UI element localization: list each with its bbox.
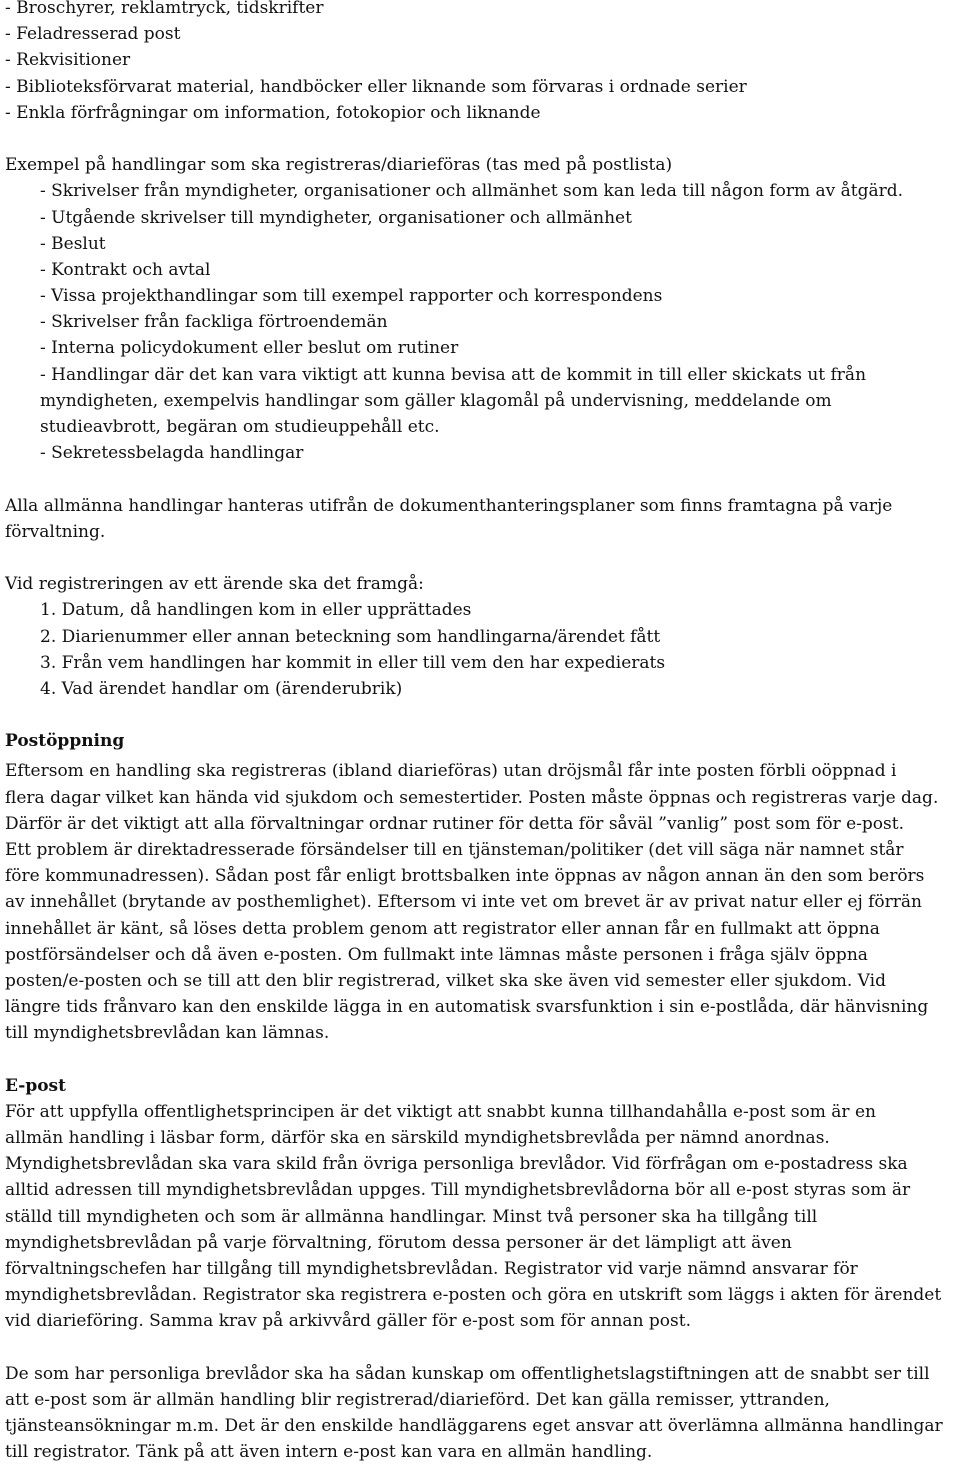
section-heading: E-post	[5, 1075, 66, 1096]
paragraph-line: allmän handling i läsbar form, därför ska en särskild myndighetsbrevlåda per nämnd anordnas.	[5, 1128, 830, 1149]
paragraph-line: förvaltning.	[5, 521, 106, 542]
paragraph-line: innehållet är känt, så löses detta problem genom att registrator eller annan får en fullmakt att öppna	[5, 918, 880, 939]
paragraph-line: Alla allmänna handlingar hanteras utifrån de dokumenthanteringsplaner som finns framtagna på varje	[5, 495, 893, 516]
list-item: - Interna policydokument eller beslut om rutiner	[40, 338, 459, 359]
paragraph-line: Myndighetsbrevlådan ska vara skild från övriga personliga brevlådor. Vid förfrågan om e-postadress ska	[5, 1154, 908, 1175]
paragraph-line: alltid adressen till myndighetsbrevlådan uppges. Till myndighetsbrevlådorna bör all e-post styras som är	[5, 1180, 911, 1201]
paragraph-line: tjänsteansökningar m.m. Det är den enskilde handläggarens eget ansvar att överlämna allmänna handlingar	[5, 1416, 943, 1437]
paragraph-line: Därför är det viktigt att alla förvaltningar ordnar rutiner för detta för såväl ”vanlig” post som för e-post.	[5, 813, 904, 834]
register-intro: Exempel på handlingar som ska registreras/diarieföras (tas med på postlista)	[5, 155, 673, 176]
document-page	[5, 0, 957, 1466]
paragraph-line: flera dagar vilket kan hända vid sjukdom och semestertider. Posten måste öppnas och registreras varje dag.	[5, 787, 939, 808]
list-item: - Vissa projekthandlingar som till exempel rapporter och korrespondens	[40, 286, 663, 307]
section-heading: Postöppning	[5, 731, 125, 752]
registrering-section	[5, 571, 957, 702]
paragraph-line: Eftersom en handling ska registreras (ibland diarieföras) utan dröjsmål får inte posten förbli oöppnad i	[5, 761, 897, 782]
list-item-continuation: myndigheten, exempelvis handlingar som gäller klagomål på undervisning, meddelande om	[40, 390, 832, 411]
spacer	[5, 1047, 957, 1073]
list-item-continuation: studieavbrott, begäran om studieuppehåll etc.	[40, 417, 440, 437]
paragraph-line: För att uppfylla offentlighetsprincipen är det viktigt att snabbt kunna tillhandahålla e-post som är en	[5, 1101, 876, 1122]
list-item: - Feladresserad post	[5, 24, 181, 45]
list-item: - Beslut	[40, 233, 106, 254]
list-item: - Kontrakt och avtal	[40, 259, 211, 280]
paragraph-line: myndighetsbrevlådan på varje förvaltning, förutom dessa personer är det lämpligt att även	[5, 1232, 792, 1253]
paragraph-line: förvaltningschefen har tillgång till myndighetsbrevlådan. Registrator vid varje nämnd ansvarar för	[5, 1259, 858, 1279]
top-list	[5, 0, 957, 126]
numbered-item: 2. Diarienummer eller annan beteckning som handlingarna/ärendet fått	[40, 626, 661, 647]
list-item: - Rekvisitioner	[5, 50, 131, 71]
epost-section	[5, 1073, 957, 1466]
registrering-intro: Vid registreringen av ett ärende ska det framgå:	[5, 574, 424, 595]
paragraph-line: posten/e-posten och se till att den blir registrerad, vilket ska ske även vid semester eller sjukdom. Vid	[5, 970, 886, 991]
paragraph-line: längre tids frånvaro kan den enskilde lägga in en automatisk svarsfunktion i sin e-postlåda, där hänvisning	[5, 997, 929, 1018]
paragraph-line: myndighetsbrevlådan. Registrator ska registrera e-posten och göra en utskrift som läggs i akten för ärendet	[5, 1285, 942, 1306]
list-item: - Skrivelser från fackliga förtroendemän	[40, 312, 388, 333]
list-item: - Handlingar där det kan vara viktigt att kunna bevisa att de kommit in till eller skickats ut från	[40, 364, 867, 385]
numbered-item: 1. Datum, då handlingen kom in eller upprättades	[40, 600, 472, 621]
spacer	[5, 545, 957, 571]
paragraph-line: till myndighetsbrevlådan kan lämnas.	[5, 1023, 330, 1044]
allman-paragraph	[5, 493, 957, 545]
spacer	[5, 702, 957, 728]
postoppning-section	[5, 728, 957, 1046]
numbered-item: 4. Vad ärendet handlar om (ärenderubrik)	[40, 678, 403, 699]
list-item: - Utgående skrivelser till myndigheter, organisationer och allmänhet	[40, 207, 632, 228]
list-item: - Sekretessbelagda handlingar	[40, 443, 304, 464]
paragraph-line: före kommunadressen). Sådan post får enligt brottsbalken inte öppnas av någon annan än den som berörs	[5, 866, 925, 887]
list-item: - Biblioteksförvarat material, handböcker eller liknande som förvaras i ordnade serier	[5, 76, 747, 97]
paragraph-line: till registrator. Tänk på att även intern e-post kan vara en allmän handling.	[5, 1442, 653, 1463]
list-item: - Skrivelser från myndigheter, organisationer och allmänhet som kan leda till någon form av åtgärd.	[40, 181, 904, 202]
spacer	[5, 126, 957, 152]
numbered-item: 3. Från vem handlingen har kommit in eller till vem den har expedierats	[40, 652, 666, 673]
paragraph-line: ställd till myndigheten och som är allmänna handlingar. Minst två personer ska ha tillgång till	[5, 1206, 818, 1227]
paragraph-line: postförsändelser och då även e-posten. Om fullmakt inte lämnas måste personen i fråga själv öppna	[5, 944, 868, 965]
spacer	[5, 466, 957, 492]
paragraph-line: att e-post som är allmän handling blir registrerad/diarieförd. Det kan gälla remisser, yttranden,	[5, 1389, 830, 1410]
paragraph-line: av innehållet (brytande av posthemlighet). Eftersom vi inte vet om brevet är av privat natur eller ej förrän	[5, 892, 922, 913]
paragraph-line: vid diarieföring. Samma krav på arkivvård gäller för e-post som för annan post.	[5, 1311, 692, 1332]
paragraph-line: Ett problem är direktadresserade försändelser till en tjänsteman/politiker (det vill säga när namnet står	[5, 840, 904, 860]
register-section	[5, 152, 957, 466]
spacer	[5, 1335, 957, 1361]
list-item: - Enkla förfrågningar om information, fotokopior och liknande	[5, 102, 541, 123]
list-item: - Broschyrer, reklamtryck, tidskrifter	[5, 0, 324, 18]
paragraph-line: De som har personliga brevlådor ska ha sådan kunskap om offentlighetslagstiftningen att de snabbt ser till	[5, 1363, 930, 1384]
